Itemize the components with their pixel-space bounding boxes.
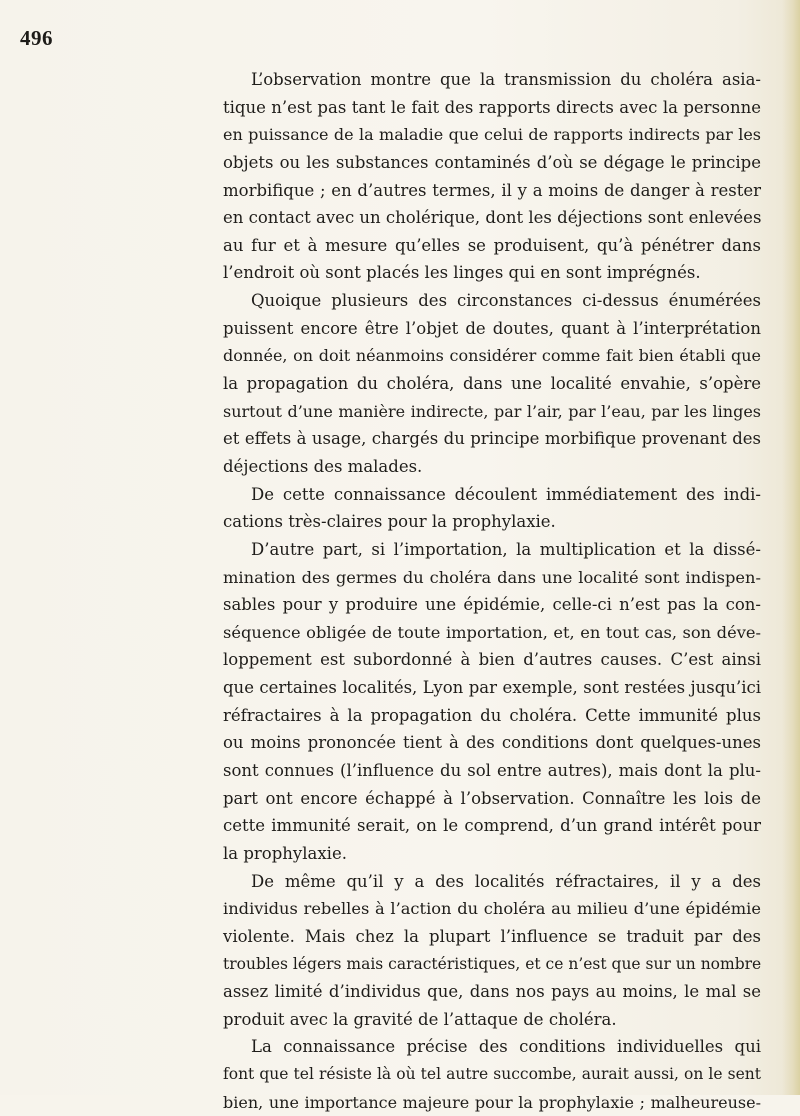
- text-line: font que tel résiste là où tel autre succombe, aurait aussi, on le sent: [223, 1065, 761, 1084]
- text-line: que certaines localités, Lyon par exemple, sont restées jusqu’ici: [223, 678, 761, 698]
- text-line: l’endroit où sont placés les linges qui en sont imprégnés.: [223, 263, 701, 283]
- text-line: troubles légers mais caractéristiques, et ce n’est que sur un nombre: [223, 954, 762, 973]
- text-line: séquence obligée de toute importation, et, en tout cas, son déve-: [223, 622, 761, 642]
- text-line: ou moins prononcée tient à des conditions dont quelques-unes: [223, 733, 761, 753]
- text-line: loppement est subordonné à bien d’autres causes. C’est ainsi: [223, 650, 761, 670]
- page-number: 496: [20, 26, 53, 50]
- text-line: individus rebelles à l’action du choléra au milieu d’une épidémie: [223, 899, 761, 919]
- text-line: part ont encore échappé à l’observation. Connaître les lois de: [223, 788, 761, 808]
- text-line: violente. Mais chez la plupart l’influence se traduit par des: [223, 926, 761, 946]
- text-line: morbifique ; en d’autres termes, il y a moins de danger à rester: [223, 180, 761, 200]
- text-line: surtout d’une manière indirecte, par l’air, par l’eau, par les linges: [223, 401, 761, 421]
- text-line: en puissance de la maladie que celui de rapports indirects par les: [223, 125, 761, 145]
- text-line: cations très-claires pour la prophylaxie.: [223, 512, 556, 532]
- text-line: tique n’est pas tant le fait des rapports directs avec la personne: [223, 97, 761, 117]
- text-line: L’observation montre que la transmission du choléra asia-: [251, 70, 761, 89]
- text-line: objets ou les substances contaminés d’où se dégage le principe: [223, 152, 761, 172]
- text-line: sont connues (l’influence du sol entre autres), mais dont la plu-: [223, 761, 761, 781]
- text-line: D’autre part, si l’importation, la multiplication et la dissé-: [251, 539, 761, 559]
- text-line: Quoique plusieurs des circonstances ci-dessus énumérées: [251, 291, 761, 311]
- text-line: La connaissance précise des conditions individuelles qui: [251, 1037, 761, 1057]
- text-line: mination des germes du choléra dans une localité sont indispen-: [223, 567, 761, 587]
- text-line: et effets à usage, chargés du principe morbifique provenant des: [223, 429, 761, 449]
- text-line: donnée, on doit néanmoins considérer comme fait bien établi que: [223, 346, 761, 366]
- text-line: puissent encore être l’objet de doutes, quant à l’interprétation: [223, 318, 761, 338]
- text-line: réfractaires à la propagation du choléra. Cette immunité plus: [223, 705, 761, 725]
- text-line: produit avec la gravité de l’attaque de choléra.: [223, 1009, 617, 1029]
- page-edge: [782, 0, 800, 1095]
- text-line: au fur et à mesure qu’elles se produisent, qu’à pénétrer dans: [223, 235, 761, 255]
- text-line: cette immunité serait, on le comprend, d’un grand intérêt pour: [223, 816, 761, 836]
- body-text: [223, 66, 761, 1116]
- text-line: De même qu’il y a des localités réfractaires, il y a des: [251, 871, 761, 891]
- text-line: De cette connaissance découlent immédiatement des indi-: [251, 484, 761, 504]
- text-line: assez limité d’individus que, dans nos pays au moins, le mal se: [223, 982, 761, 1002]
- text-line: déjections des malades.: [223, 456, 423, 476]
- text-line: en contact avec un cholérique, dont les déjections sont enlevées: [223, 208, 762, 228]
- text-line: sables pour y produire une épidémie, celle-ci n’est pas la con-: [223, 595, 761, 615]
- text-line: la propagation du choléra, dans une localité envahie, s’opère: [223, 374, 761, 394]
- text-line: la prophylaxie.: [223, 843, 347, 863]
- text-line: bien, une importance majeure pour la prophylaxie ; malheureuse-: [223, 1092, 761, 1112]
